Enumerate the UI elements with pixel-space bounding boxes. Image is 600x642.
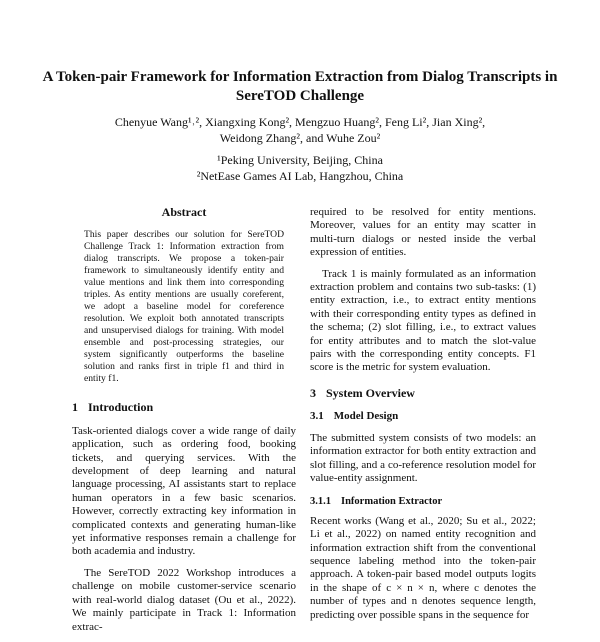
- section-number: 1: [72, 400, 78, 415]
- intro-paragraph-1: Task-oriented dialogs cover a wide range of daily application, such as ordering food, booking tickets, and querying services. With the development of deep learning and natural language processing, AI assistants start to replace human operators in a few basic scenarios. However, correctly extracting key information in complicated contexts and generating human-like yet informative responses remain a challenge for both academia and industry.: [72, 424, 296, 558]
- abstract-heading: Abstract: [161, 205, 207, 219]
- subsection-number: 3.1: [310, 410, 324, 423]
- section-introduction-heading: [72, 401, 296, 414]
- subsubsection-title: Information Extractor: [341, 496, 443, 508]
- information-extractor-paragraph: Recent works (Wang et al., 2020; Su et al., 2022; Li et al., 2022) on named entity recognition and information extraction shift from the conventional sequence labeling method into the token-pair approach. A token-pair based model outputs logits in the shape of c × n × n, where c denotes the number of types and n denotes sequence length, predicting over possible spans in the sequence for: [310, 514, 536, 621]
- affiliations: [40, 152, 560, 184]
- author-line-1: Chenyue Wang¹˒², Xiangxing Kong², Mengzuo Huang², Feng Li², Jian Xing²,: [114, 115, 486, 129]
- abstract-text: This paper describes our solution for SereTOD Challenge Track 1: Information extraction from dialog transcripts. We propose a token-pair framework to simultaneously identify entity and value mentions and link them into corresponding triples. As entity mentions are usually coreferent, we adopt a baseline model for coreference resolution. We exploit both annotated transcripts and unsupervised dialogs for training. With model ensemble and post-processing strategies, our system significantly outperforms the baseline solution and ranks first in triple f1 and third in entity f1.: [84, 229, 284, 385]
- subsection-model-design-heading: [310, 410, 536, 423]
- subsection-title: Model Design: [333, 410, 399, 423]
- section-title: Introduction: [88, 400, 154, 415]
- author-list: [40, 114, 560, 146]
- subsubsection-information-extractor-heading: [310, 495, 536, 508]
- left-column: [72, 206, 296, 642]
- section-number: 3: [310, 385, 316, 400]
- subsubsection-number: 3.1.1: [310, 496, 331, 508]
- author-line-2: Weidong Zhang², and Wuhe Zou²: [219, 131, 381, 145]
- affiliation-2: ²NetEase Games AI Lab, Hangzhou, China: [196, 169, 404, 183]
- continued-paragraph: required to be resolved for entity mentions. Moreover, values for an entity may scatter in multi-turn dialogs or nested inside the verbal expression of entities.: [310, 206, 536, 259]
- section-system-overview-heading: [310, 387, 536, 400]
- section-title: System Overview: [326, 385, 415, 400]
- model-design-paragraph: The submitted system consists of two models: an information extractor for both entity extraction and slot filling, and a co-reference resolution model for value-entity assignment.: [310, 431, 536, 484]
- intro-paragraph-2: The SereTOD 2022 Workshop introduces a challenge on mobile customer-service scenario with real-world dialog dataset (Ou et al., 2022). We mainly participate in Track 1: Information extrac-: [72, 566, 296, 633]
- right-column: [310, 206, 536, 630]
- track-paragraph: Track 1 is mainly formulated as an information extraction problem and contains two sub-tasks: (1) entity extraction, i.e., to extract entity mentions with their corresponding entity types as defined in the schema; (2) slot filling, i.e., to extract values for entity attributes and to match the slot-value pairs with the corresponding entity concepts. F1 score is the metric for system evaluation.: [310, 267, 536, 374]
- affiliation-1: ¹Peking University, Beijing, China: [217, 153, 383, 167]
- paper-title: A Token-pair Framework for Information Extraction from Dialog Transcripts in SereTOD Challenge: [42, 69, 558, 104]
